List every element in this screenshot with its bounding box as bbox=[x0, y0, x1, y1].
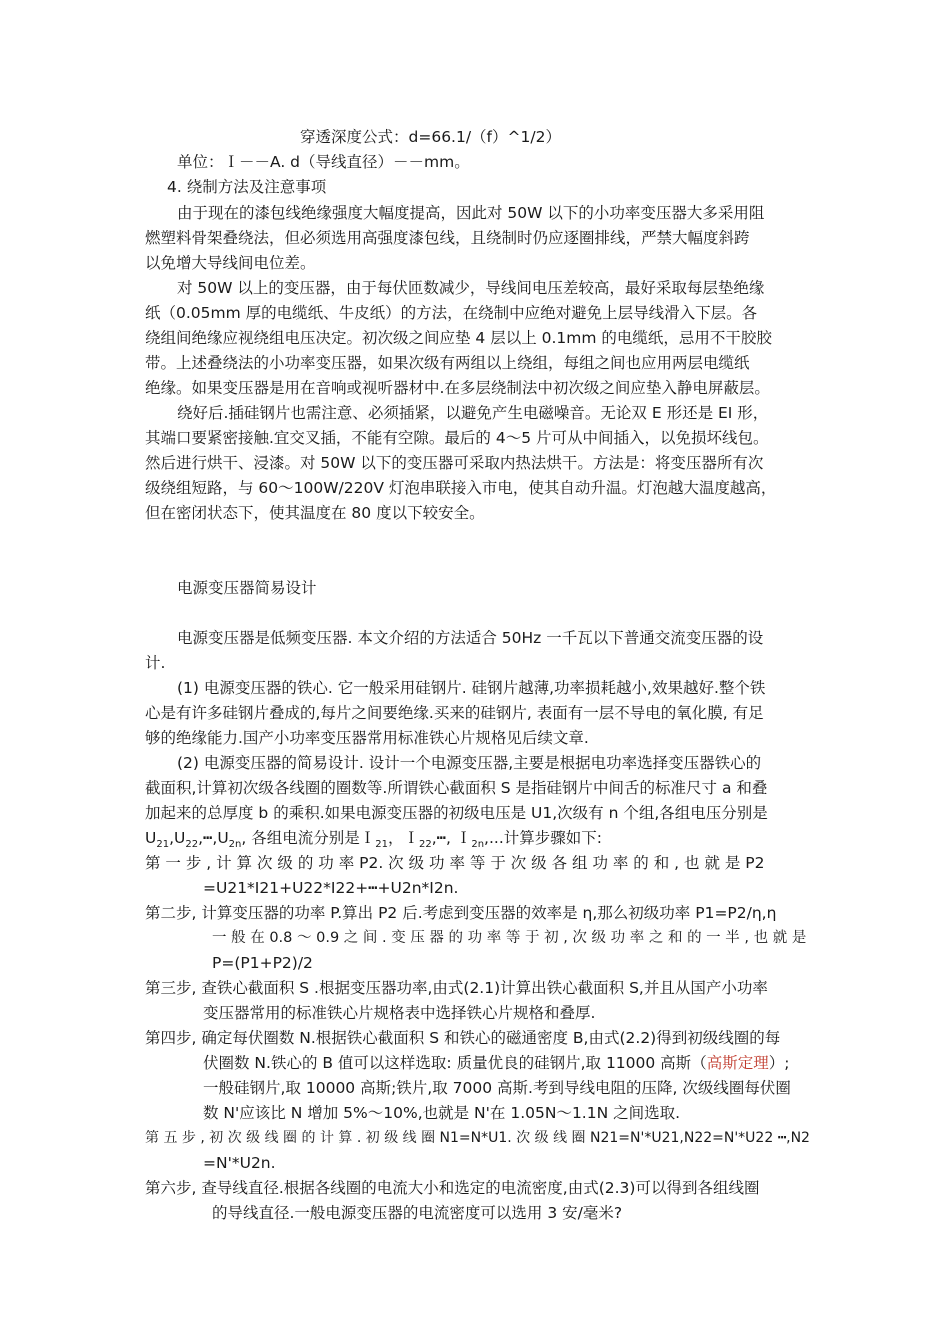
step4-line: 第四步, 确定每伏圈数 N.根据铁心截面积 S 和铁心的磁通密度 B,由式(2.2)得到初级线圈的每 bbox=[145, 1029, 781, 1047]
section4-p2-line: 绝缘。如果变压器是用在音响或视听器材中.在多层绕制法中初次级之间应垫入静电屏蔽层。 bbox=[145, 379, 770, 397]
step5-line: =N'*U2n. bbox=[203, 1154, 276, 1172]
gauss-theorem-link[interactable]: 高斯定理 bbox=[706, 1054, 769, 1072]
section4-p1-line: 由于现在的漆包线绝缘强度大幅度提高，因此对 50W 以下的小功率变压器大多采用阻 bbox=[177, 204, 765, 222]
section4-p2-line: 带。上述叠绕法的小功率变压器，如果次级有两组以上绕组，每组之间也应用两层电缆纸 bbox=[145, 354, 750, 372]
section4-p1-line: 燃塑料骨架叠绕法，但必须选用高强度漆包线，且绕制时仍应逐圈排线，严禁大幅度斜跨 bbox=[145, 229, 750, 247]
item2-line: (2) 电源变压器的简易设计. 设计一个电源变压器,主要是根据电功率选择变压器铁心的 bbox=[177, 754, 762, 772]
section4-p2-line: 对 50W 以上的变压器，由于每伏匝数减少，导线间电压差较高，最好采取每层垫绝缘 bbox=[177, 279, 765, 297]
step6-line: 的导线直径.一般电源变压器的电流密度可以选用 3 安/毫米? bbox=[212, 1204, 623, 1222]
step5-line: 第 五 步 , 初 次 级 线 圈 的 计 算 . 初 级 线 圈 N1=N*U1. 次 级 线 圈 N21=N'*U21,N22=N'*U22 ┅,N2 bbox=[145, 1130, 810, 1146]
step2-line: P=(P1+P2)/2 bbox=[212, 954, 313, 972]
section4-p3-line: 但在密闭状态下，使其温度在 80 度以下较安全。 bbox=[145, 504, 485, 522]
item1-line: 够的绝缘能力.国产小功率变压器常用标准铁心片规格见后续文章. bbox=[145, 729, 589, 747]
step6-line: 第六步, 查导线直径.根据各线圈的电流大小和选定的电流密度,由式(2.3)可以得到各组线圈 bbox=[145, 1179, 760, 1197]
item2-line: 截面积,计算初次级各线圈的圈数等.所谓铁心截面积 S 是指硅钢片中间舌的标准尺寸 a 和叠 bbox=[145, 779, 768, 797]
step3-line: 变压器常用的标准铁心片规格表中选择铁心片规格和叠厚. bbox=[203, 1004, 596, 1022]
section4-p2-line: 纸（0.05mm 厚的电缆纸、牛皮纸）的方法，在绕制中应绝对避免上层导线滑入下层。各 bbox=[145, 304, 758, 322]
item2-line: 加起来的总厚度 b 的乘积.如果电源变压器的初级电压是 U1,次级有 n 个组,各组电压分别是 bbox=[145, 804, 768, 822]
section4-p3-line: 然后进行烘干、浸漆。对 50W 以下的变压器可采取内热法烘干。方法是：将变压器所有次 bbox=[145, 454, 764, 472]
units-line: 单位：Ｉ－－A. d（导线直径）－－mm。 bbox=[177, 153, 470, 171]
section-4-heading: 4. 绕制方法及注意事项 bbox=[167, 178, 327, 196]
step2-line: 第二步, 计算变压器的功率 P.算出 P2 后.考虑到变压器的效率是 η,那么初级功率 P1=P2/η,η bbox=[145, 904, 777, 922]
step1-formula-line: =U21*I21+U22*I22+┅+U2n*I2n. bbox=[203, 879, 459, 897]
step2-line: 一 般 在 0.8 ～ 0.9 之 间 . 变 压 器 的 功 率 等 于 初 , 次 级 功 率 之 和 的 一 半 , 也 就 是 bbox=[212, 930, 807, 946]
section4-p3-line: 其端口要紧密接触.宜交叉插，不能有空隙。最后的 4～5 片可从中间插入，以免损坏线包。 bbox=[145, 429, 769, 447]
item2-voltages-line: $U_{21},U_{22},┅,U_{2n}$, 各组电流分别是Ｉ$_{21}$，Ｉ$_{22}$,┅, Ｉ$_{2n}$,...计算步骤如下: bbox=[145, 829, 602, 851]
design-title: 电源变压器简易设计 bbox=[177, 579, 317, 597]
design-intro-line: 电源变压器是低频变压器. 本文介绍的方法适合 50Hz 一千瓦以下普通交流变压器的设 bbox=[177, 629, 764, 647]
section4-p3-line: 级绕组短路，与 60～100W/220V 灯泡串联接入市电，使其自动升温。灯泡越大温度越高， bbox=[145, 479, 777, 497]
step3-line: 第三步, 查铁心截面积 S .根据变压器功率,由式(2.1)计算出铁心截面积 S,并且从国产小功率 bbox=[145, 979, 768, 997]
section4-p1-line: 以免增大导线间电位差。 bbox=[145, 254, 316, 272]
item1-line: (1) 电源变压器的铁心. 它一般采用硅钢片. 硅钢片越薄,功率损耗越小,效果越好.整个铁 bbox=[177, 679, 766, 697]
penetration-depth-formula: 穿透深度公式：d=66.1/（f）^1/2） bbox=[300, 128, 561, 146]
step4-line: 数 N'应该比 N 增加 5%～10%,也就是 N'在 1.05N～1.1N 之间选取. bbox=[203, 1104, 681, 1122]
step4-gauss-line: 伏圈数 N.铁心的 B 值可以这样选取: 质量优良的硅钢片,取 11000 高斯（高斯定理）; bbox=[203, 1054, 790, 1072]
step4-line: 一般硅钢片,取 10000 高斯;铁片,取 7000 高斯.考到导线电阻的压降, 次级线圈每伏圈 bbox=[203, 1079, 791, 1097]
section4-p2-line: 绕组间绝缘应视绕组电压决定。初次级之间应垫 4 层以上 0.1mm 的电缆纸，忌用不干胶胶 bbox=[145, 329, 772, 347]
section4-p3-line: 绕好后.插硅钢片也需注意、必须插紧，以避免产生电磁噪音。无论双 E 形还是 EI 形， bbox=[177, 404, 769, 422]
item1-line: 心是有许多硅钢片叠成的,每片之间要绝缘.买来的硅钢片, 表面有一层不导电的氧化膜, 有足 bbox=[145, 704, 764, 722]
design-intro-line: 计. bbox=[145, 654, 166, 672]
step1-line: 第 一 步 , 计 算 次 级 的 功 率 P2. 次 级 功 率 等 于 次 级 各 组 功 率 的 和 , 也 就 是 P2 bbox=[145, 854, 765, 872]
